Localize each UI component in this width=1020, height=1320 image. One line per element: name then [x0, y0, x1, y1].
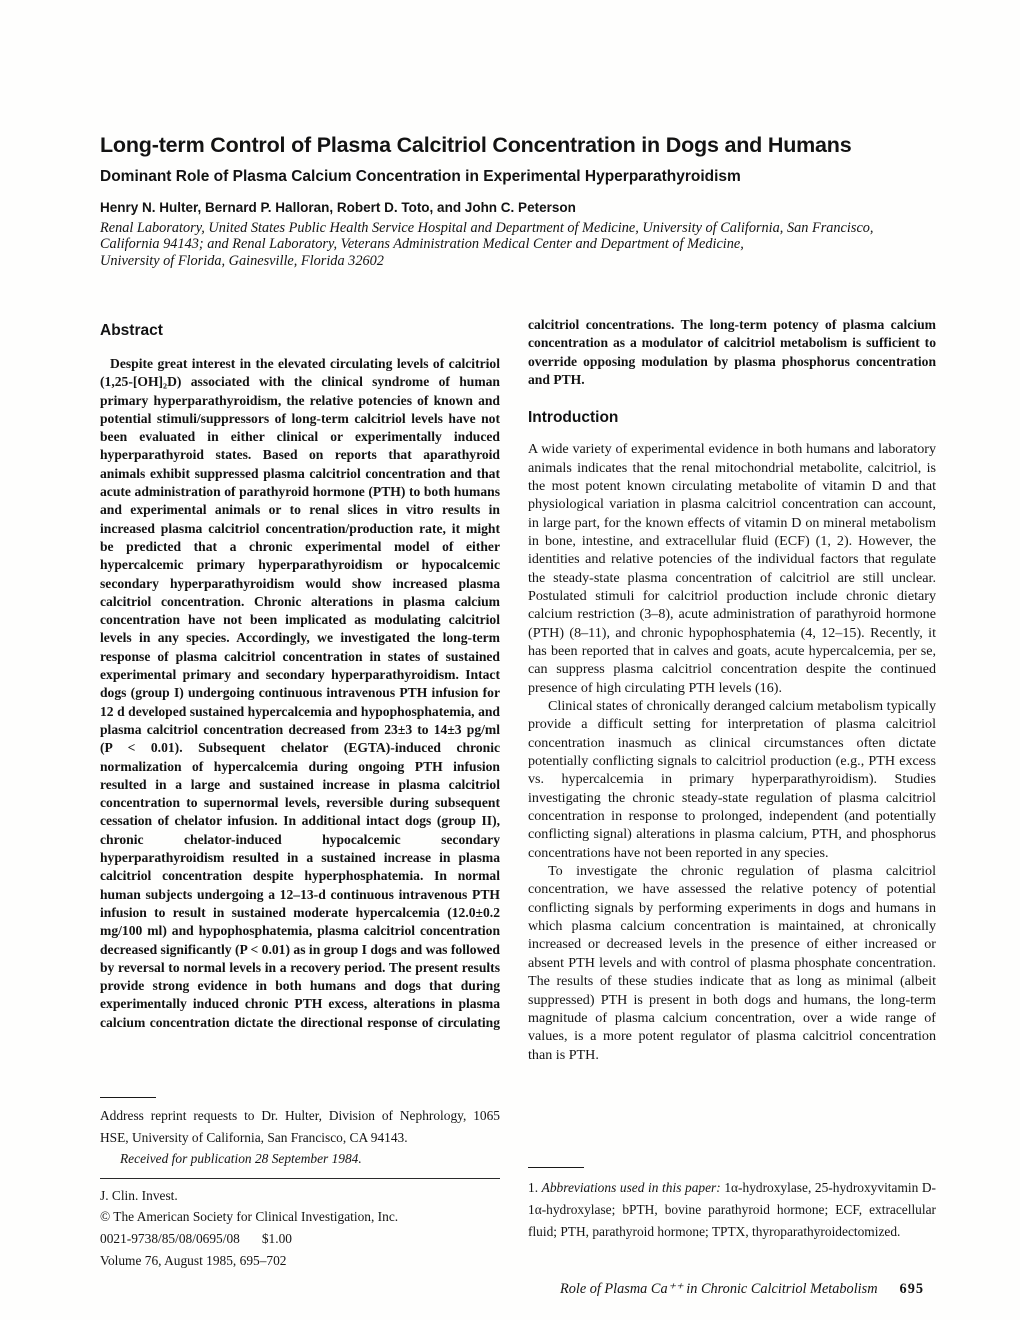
article-header: [100, 133, 940, 270]
journal-info-rule: [100, 1178, 500, 1179]
abbreviations-text: [528, 1177, 936, 1242]
abstract-body-continuation: calcitriol concentrations. The long-term potency of plasma calcium concentration as a modulator of calcitriol metabolism is sufficient to override opposing modulation by plasma phosphorus concentration and PTH.: [528, 317, 936, 387]
footnote-rule: [100, 1097, 156, 1098]
abstract-body-left: Despite great interest in the elevated circulating levels of calcitriol (1,25-[OH]₂D) associated with the clinical syndrome of human primary hyperparathyroidism, the relative potencies of known and potential stimuli/suppressors of long-term calcitriol levels have not been evaluated in either clinical or experimentally induced hyperparathyroid states. Based on reports that aparathyroid animals exhibit suppressed plasma calcitriol concentration and that acute administration of parathyroid hormone (PTH) to both humans and experimental animals or to renal slices in vitro results in increased plasma calcitriol concentration/production rate, it might be predicted that a chronic experimental model of either hypercalcemic primary hyperparathyroidism or hypocalcemic secondary hyperparathyroidism would show increased plasma calcitriol concentration. Chronic alterations in plasma calcium concentration have not been implicated as modulating calcitriol levels in any species. Accordingly, we investigated the long-term response of plasma calcitriol concentration in states of sustained experimental primary and secondary hyperparathyroidism. Intact dogs (group I) undergoing continuous intravenous PTH infusion for 12 d developed sustained hypercalcemia and hypophosphatemia, and plasma calcitriol concentration decreased from 23±3 to 14±3 pg/ml (P < 0.01). Subsequent chelator (EGTA)-induced chronic normalization of hypercalcemia during ongoing PTH infusion resulted in a large and sustained increase in plasma calcitriol concentration to supernormal levels, reversible during subsequent cessation of chelator infusion. In additional intact dogs (group II), chronic chelator-induced hypocalcemic secondary hyperparathyroidism resulted in a sustained increase in plasma calcitriol concentration despite hyperphosphatemia. In normal human subjects undergoing a 12–13-d continuous intravenous PTH infusion to result in sustained moderate hypercalcemia (12.0±0.2 mg/100 ml) and hypophosphatemia, plasma calcitriol concentration decreased significantly (P < 0.01) as in group I dogs and was followed by reversal to normal levels in a recovery period. The present results provide strong evidence in both humans and dogs that during experimentally induced chronic PTH excess, alterations in plasma calcium concentration dictate the directional response of circulating: [100, 356, 500, 1030]
article-subtitle: Dominant Role of Plasma Calcium Concentration in Experimental Hyperparathyroidism: [100, 167, 741, 185]
issn-price-line: [100, 1228, 500, 1250]
affiliation-line: University of Florida, Gainesville, Florida 32602: [100, 252, 384, 269]
abbreviation-label: Abbreviations used in this paper:: [541, 1180, 721, 1195]
introduction-body: [528, 440, 936, 1064]
introduction-paragraph: A wide variety of experimental evidence in both humans and laboratory animals indicates that the renal mitochondrial metabolite, calcitriol, is the most potent known circulating metabolite of vitamin D and that physiological variation in plasma calcitriol concentration can account, in large part, for the known effects of vitamin D on mineral metabolism in bone, intestine, and extracellular fluid (ECF) (1, 2). However, the identities and relative potencies of the individual factors that regulate the steady-state plasma concentration of calcitriol are still unclear. Postulated stimuli for calcitriol production include chronic dietary calcium restriction (3–8), acute administration of parathyroid hormone (PTH) (8–11), and chronic hypophosphatemia (4, 12–15). Recently, it has been reported that in calves and goats, acute hypercalcemia, per se, can suppress plasma calcitriol concentration despite the continued presence of high circulating PTH levels (16).: [528, 441, 936, 696]
volume-line: Volume 76, August 1985, 695–702: [100, 1252, 287, 1268]
running-title: Role of Plasma Ca⁺⁺ in Chronic Calcitriol Metabolism: [559, 1281, 878, 1297]
left-footnote-block: [100, 1097, 500, 1271]
reprint-request-note: Address reprint requests to Dr. Hulter, Division of Nephrology, 1065 HSE, University of California, San Francisco, CA 94143.: [100, 1108, 500, 1145]
introduction-heading: Introduction: [528, 409, 619, 427]
author-list: Henry N. Hulter, Bernard P. Halloran, Robert D. Toto, and John C. Peterson: [100, 199, 576, 215]
article-title: Long-term Control of Plasma Calcitriol Concentration in Dogs and Humans: [100, 133, 852, 157]
introduction-paragraph: To investigate the chronic regulation of plasma calcitriol concentration, we have assessed the relative potency of potential conflicting signals by performing experiments in dogs and humans in which plasma calcium concentration is maintained, at chronically increased or decreased levels in the presence of either increased or absent PTH levels and with control of plasma phosphate concentration. The results of these studies indicate that as long as minimal (albeit suppressed) PTH is present in both dogs and humans, the long-term magnitude of plasma calcium concentration, over a wide range of values, is a more potent regulator of plasma calcitriol concentration than is PTH.: [528, 863, 936, 1063]
issn-code: 0021-9738/85/08/0695/08: [100, 1230, 240, 1246]
affiliation-line: Renal Laboratory, United States Public Health Service Hospital and Department of Medicine, University of California, San Francisco,: [100, 219, 874, 236]
affiliation-line: California 94143; and Renal Laboratory, Veterans Administration Medical Center and Department of Medicine,: [100, 236, 744, 253]
journal-info-block: [100, 1185, 500, 1271]
price: $1.00: [261, 1230, 292, 1246]
received-date-note: Received for publication 28 September 1984.: [120, 1151, 362, 1167]
abstract-heading: Abstract: [100, 322, 163, 339]
page-number: 695: [899, 1281, 924, 1297]
abbreviation-list: 1α-hydroxylase, 25-hydroxyvitamin D-1α-hydroxylase; bPTH, bovine parathyroid hormone; ECF, extracellular fluid; PTH, parathyroid hormone; TPTX, thyroparathyroidectomized.: [528, 1180, 937, 1239]
running-footer: [528, 1281, 936, 1298]
introduction-paragraph: Clinical states of chronically deranged calcium metabolism typically provide a difficult setting for interpretation of plasma calcitriol concentration inasmuch as clinical circumstances often dictate potentially conflicting signals to calcitriol production (e.g., PTH excess vs. hypercalcemia in primary hyperparathyroidism). Studies investigating the chronic steady-state regulation of plasma calcitriol concentration in response to prolonged, independent (and potentially conflicting signal) alterations in plasma calcium, PTH, and phosphorus concentrations have not been reported in any species.: [528, 698, 936, 861]
copyright-line: © The American Society for Clinical Investigation, Inc.: [100, 1209, 399, 1225]
left-column: [100, 322, 500, 1032]
abbreviation-number: 1.: [528, 1180, 542, 1195]
affiliation-block: [100, 220, 940, 270]
journal-name: J. Clin. Invest.: [100, 1187, 178, 1203]
abbreviations-footnote: [528, 1167, 936, 1242]
right-column: [528, 316, 936, 1064]
footnote-rule: [528, 1167, 584, 1168]
